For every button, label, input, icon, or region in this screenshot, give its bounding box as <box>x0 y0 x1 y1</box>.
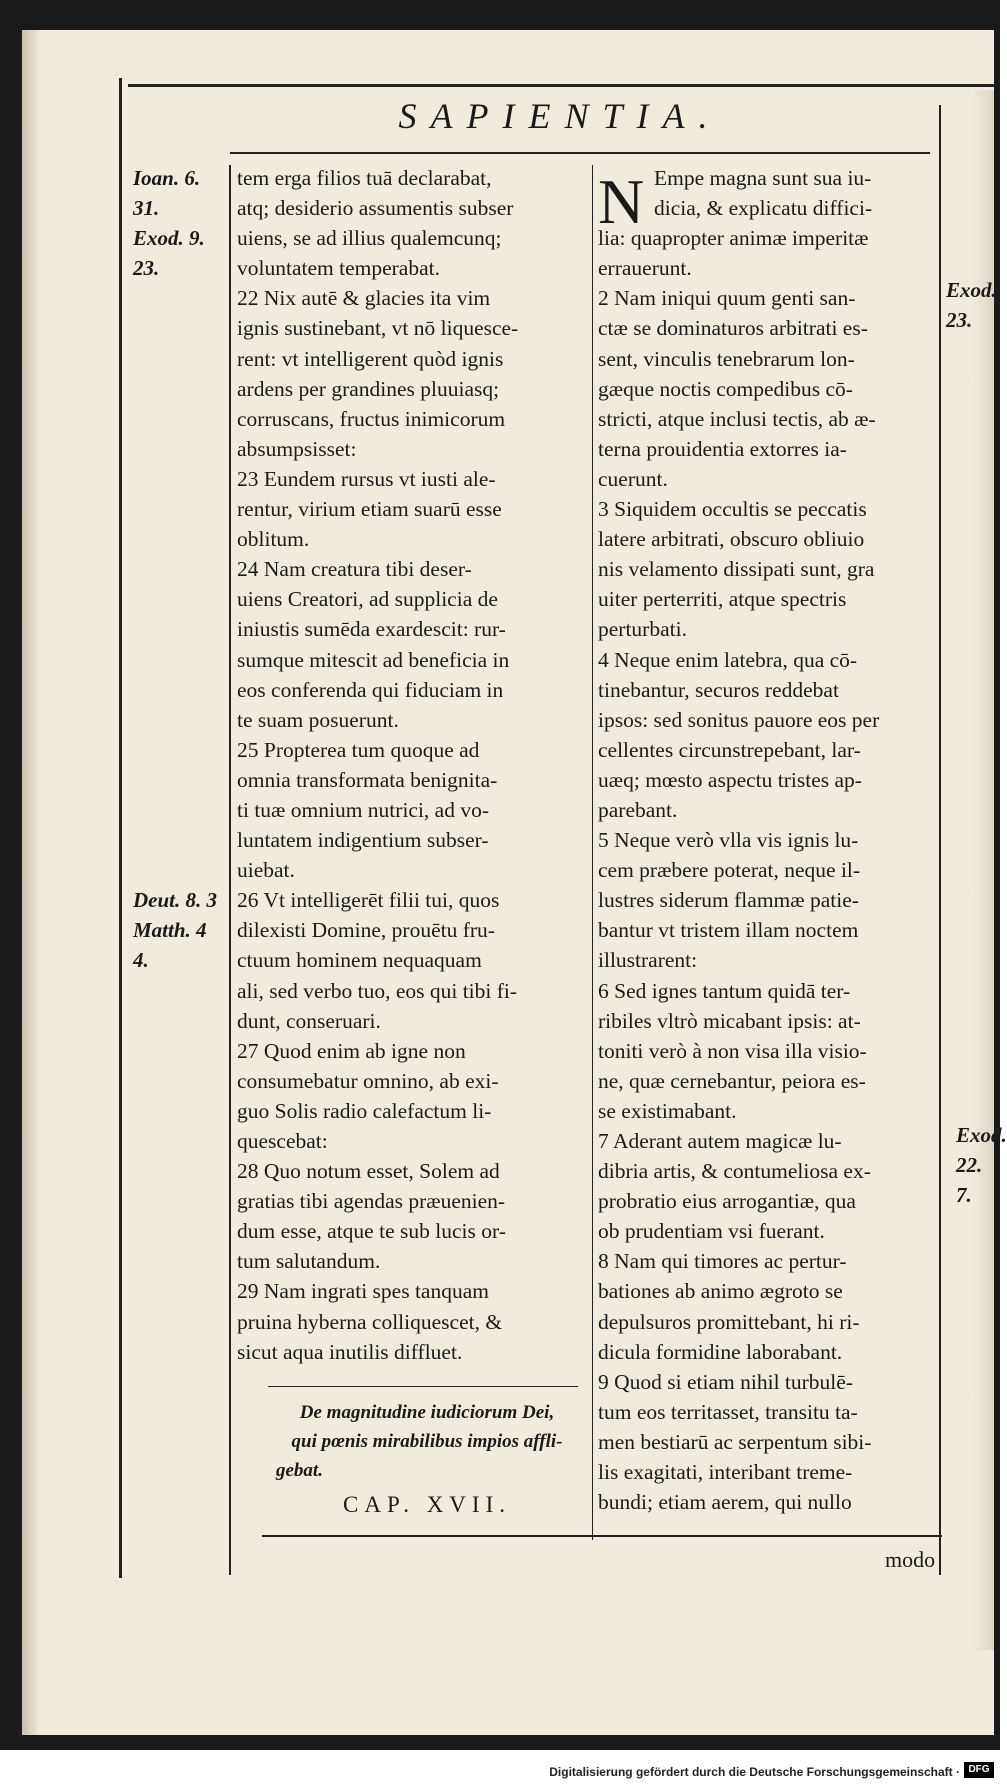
summary-line: De magnitudine iudiciorum Dei, <box>299 1402 555 1423</box>
margin-note-line: Deut. 8. 3 <box>133 888 217 912</box>
text-line: dibria artis, & contumeliosa ex- <box>598 1159 871 1184</box>
text-line: corruscans, fructus inimicorum <box>237 406 506 431</box>
text-line: uiens Creatori, ad supplicia de <box>237 587 498 612</box>
text-line: ob prudentiam vsi fuerant. <box>598 1219 825 1244</box>
text-line: dunt, conseruari. <box>237 1008 381 1033</box>
text-line: dum esse, atque te sub lucis or- <box>237 1219 506 1244</box>
margin-note-line: 4. <box>133 948 149 972</box>
left-text-column <box>237 163 589 1367</box>
text-line: sent, vinculis tenebrarum lon- <box>598 346 855 371</box>
text-line: 2 Nam iniqui quum genti san- <box>598 286 856 311</box>
right-text-column <box>598 163 936 1517</box>
text-line: terna prouidentia extorres ia- <box>598 436 847 461</box>
margin-note-references-1 <box>133 163 205 283</box>
text-line: errauerunt. <box>598 256 692 281</box>
text-line: cuerunt. <box>598 466 668 491</box>
summary-line: gebat. <box>276 1460 323 1481</box>
chapter-summary <box>262 1398 592 1485</box>
text-line: ctæ se dominaturos arbitrati es- <box>598 316 868 341</box>
text-line: bantur vt tristem illam noctem <box>598 918 859 943</box>
margin-note-line: 23. <box>133 256 160 280</box>
margin-divider-right <box>939 105 941 1575</box>
text-line: 28 Quo notum esset, Solem ad <box>237 1159 500 1184</box>
text-line: ribiles vltrò micabant ipsis: at- <box>598 1008 861 1033</box>
text-line: tum salutandum. <box>237 1249 381 1274</box>
text-line: 5 Neque verò vlla vis ignis lu- <box>598 828 859 853</box>
text-line: sicut aqua inutilis diffluet. <box>237 1339 463 1364</box>
text-line: nis velamento dissipati sunt, gra <box>598 557 875 582</box>
text-line: uæq; mœsto aspectu tristes ap- <box>598 767 862 792</box>
text-line: 23 Eundem rursus vt iusti ale- <box>237 466 496 491</box>
text-line: toniti verò à non visa illa visio- <box>598 1038 867 1063</box>
text-line: ne, quæ cernebantur, peiora es- <box>598 1068 866 1093</box>
text-line: gæque noctis compedibus cō- <box>598 376 853 401</box>
text-line: stricti, atque inclusi tectis, ab æ- <box>598 406 876 431</box>
margin-note-references-2 <box>133 885 217 975</box>
text-line: tem erga filios tuā declarabat, <box>237 166 492 190</box>
text-line: 9 Quod si etiam nihil turbulē- <box>598 1369 853 1394</box>
text-line: luntatem indigentium subser- <box>237 828 489 853</box>
text-line: 3 Siquidem occultis se peccatis <box>598 497 867 522</box>
text-line: latere arbitrati, obscuro obliuio <box>598 527 865 552</box>
text-line: eos conferenda qui fiduciam in <box>237 677 504 702</box>
text-line: 24 Nam creatura tibi deser- <box>237 557 472 582</box>
margin-divider-left <box>229 165 231 1575</box>
text-line: depulsuros promittebant, hi ri- <box>598 1309 860 1334</box>
margin-note-line: Exod. 9. <box>133 226 205 250</box>
text-line: dilexisti Domine, prouētu fru- <box>237 918 495 943</box>
head-rule <box>230 152 930 154</box>
text-line: uiebat. <box>237 858 295 883</box>
text-line: 27 Quod enim ab igne non <box>237 1038 466 1063</box>
text-line: tum eos territasset, transitu ta- <box>598 1399 858 1424</box>
text-line: gratias tibi agendas præuenien- <box>237 1189 506 1214</box>
text-line: absumpsisset: <box>237 436 357 461</box>
text-line: 25 Propterea tum quoque ad <box>237 737 480 762</box>
running-head: SAPIENTIA. <box>398 96 722 136</box>
column-divider <box>592 165 593 1540</box>
text-line: bundi; etiam aerem, qui nullo <box>598 1490 852 1515</box>
text-line: consumebatur omnino, ab exi- <box>237 1068 499 1093</box>
text-line: rentur, virium etiam suarū esse <box>237 497 502 522</box>
chapter-heading: CAP. XVII. <box>343 1492 511 1517</box>
dfg-logo: DFG <box>964 1762 994 1778</box>
text-line: pruina hyberna colliquescet, & <box>237 1309 503 1334</box>
text-line: ipsos: sed sonitus pauore eos per <box>598 707 880 732</box>
summary-rule <box>268 1386 578 1387</box>
text-line: 22 Nix autē & glacies ita vim <box>237 286 491 311</box>
text-line: 6 Sed ignes tantum quidā ter- <box>598 978 851 1003</box>
text-line: ardens per grandines pluuiasq; <box>237 376 500 401</box>
drop-cap: N <box>598 166 645 237</box>
text-line: oblitum. <box>237 527 310 552</box>
text-line: parebant. <box>598 797 678 822</box>
top-rule <box>128 84 994 87</box>
margin-note-line: 22. <box>956 1153 983 1177</box>
text-line: ignis sustinebant, vt nō liquesce- <box>237 316 519 341</box>
text-line: te suam posuerunt. <box>237 707 399 732</box>
text-line: 26 Vt intelligerēt filii tui, quos <box>237 888 500 913</box>
text-line: ctuum hominem nequaquam <box>237 948 482 973</box>
text-line: 29 Nam ingrati spes tanquam <box>237 1279 489 1304</box>
margin-note-line: 31. <box>133 196 160 220</box>
text-line: omnia transformata benignita- <box>237 767 498 792</box>
text-line: lis exagitati, interibant treme- <box>598 1460 853 1485</box>
text-line: tinebantur, securos reddebat <box>598 677 839 702</box>
text-line: lustres siderum flammæ patie- <box>598 888 859 913</box>
margin-note-line: Exod. <box>956 1123 1007 1147</box>
text-line: uiter perterriti, atque spectris <box>598 587 847 612</box>
margin-note-line: Exod. <box>946 278 997 302</box>
text-line: probratio eius arrogantiæ, qua <box>598 1189 856 1214</box>
text-line: atq; desiderio assumentis subser <box>237 196 514 221</box>
text-line: 8 Nam qui timores ac pertur- <box>598 1249 847 1274</box>
text-line: ali, sed verbo tuo, eos qui tibi fi- <box>237 978 518 1003</box>
margin-note-line: Matth. 4 <box>133 918 207 942</box>
text-line: bationes ab animo ægroto se <box>598 1279 843 1304</box>
text-line: cellentes circunstrepebant, lar- <box>598 737 861 762</box>
text-line: lia: quapropter animæ imperitæ <box>598 226 869 251</box>
text-line: perturbati. <box>598 617 687 642</box>
left-page-border <box>119 78 122 1578</box>
text-line: iniustis sumēda exardescit: rur- <box>237 617 506 642</box>
margin-note-references-3 <box>946 275 996 335</box>
text-line: men bestiarū ac serpentum sibi- <box>598 1429 872 1454</box>
catchword: modo <box>885 1547 936 1572</box>
text-line: dicula formidine laborabant. <box>598 1339 843 1364</box>
summary-line: qui pœnis mirabilibus impios affli- <box>291 1431 563 1452</box>
margin-note-line: 7. <box>956 1183 972 1207</box>
text-line: 7 Aderant autem magicæ lu- <box>598 1129 842 1153</box>
text-line: quescebat: <box>237 1129 328 1153</box>
page-gutter-shadow <box>22 30 40 1735</box>
text-line: uiens, se ad illius qualemcunq; <box>237 226 502 251</box>
text-line: ti tuæ omnium nutrici, ad vo- <box>237 797 490 822</box>
text-line: cem præbere poterat, neque il- <box>598 858 861 883</box>
text-line: guo Solis radio calefactum li- <box>237 1098 492 1123</box>
bottom-rule <box>262 1535 942 1537</box>
text-line: 4 Neque enim latebra, qua cō- <box>598 647 858 672</box>
text-line: dicia, & explicatu diffici- <box>654 196 873 221</box>
text-line: rent: vt intelligerent quòd ignis <box>237 346 504 371</box>
text-line: Empe magna sunt sua iu- <box>654 166 872 190</box>
text-line: sumque mitescit ad beneficia in <box>237 647 510 672</box>
text-line: voluntatem temperabat. <box>237 256 440 281</box>
text-line: illustrarent: <box>598 948 698 973</box>
margin-note-line: Ioan. 6. <box>133 166 201 190</box>
digitization-credit: Digitalisierung gefördert durch die Deutsche Forschungsgemeinschaft · <box>549 1765 960 1779</box>
margin-note-references-4 <box>956 1120 1007 1210</box>
margin-note-line: 23. <box>946 308 973 332</box>
text-line: se existimabant. <box>598 1098 737 1123</box>
